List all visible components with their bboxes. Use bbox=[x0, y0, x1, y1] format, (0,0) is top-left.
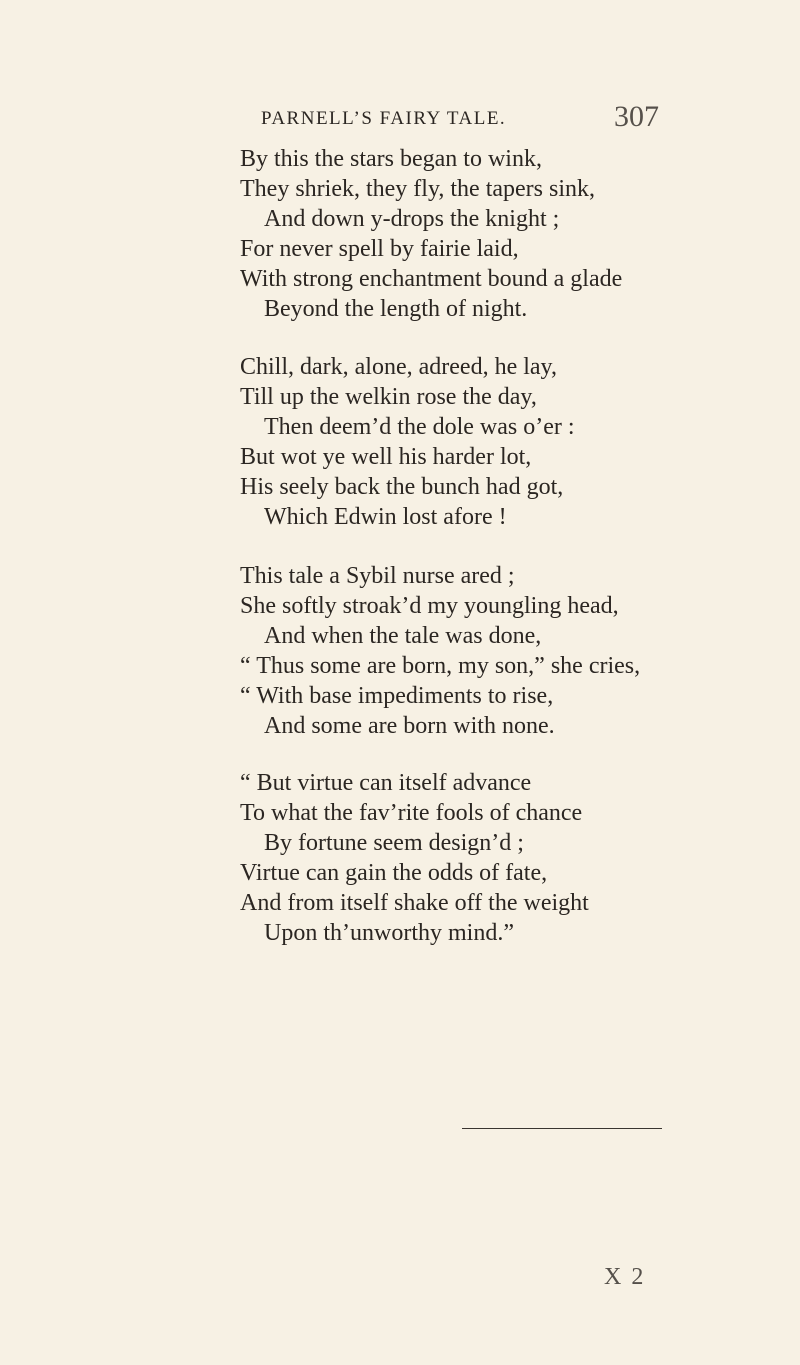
page-number: 307 bbox=[614, 100, 659, 133]
poem-line: Then deem’d the dole was o’er : bbox=[264, 414, 575, 440]
poem-line: Upon th’unworthy mind.” bbox=[264, 920, 514, 946]
poem-line: By fortune seem design’d ; bbox=[264, 830, 524, 856]
poem-line: Till up the welkin rose the day, bbox=[240, 384, 537, 410]
poem-line: For never spell by fairie laid, bbox=[240, 236, 519, 262]
poem-line: They shriek, they fly, the tapers sink, bbox=[240, 176, 596, 202]
poem-line: And down y-drops the knight ; bbox=[264, 206, 560, 232]
poem-line: “ With base impediments to rise, bbox=[240, 683, 554, 709]
poem-line: By this the stars began to wink, bbox=[240, 146, 542, 172]
poem-line: Beyond the length of night. bbox=[264, 296, 528, 322]
poem-line: And some are born with none. bbox=[264, 713, 555, 739]
poem-line: To what the fav’rite fools of chance bbox=[240, 800, 583, 826]
poem-line: This tale a Sybil nurse ared ; bbox=[240, 563, 515, 589]
poem-line: “ But virtue can itself advance bbox=[240, 770, 532, 796]
poem-line: “ Thus some are born, my son,” she cries, bbox=[240, 653, 641, 679]
poem-line: Virtue can gain the odds of fate, bbox=[240, 860, 548, 886]
poem-line: But wot ye well his harder lot, bbox=[240, 444, 532, 470]
poem-line: And when the tale was done, bbox=[264, 623, 542, 649]
running-title: PARNELL’S FAIRY TALE. bbox=[261, 108, 507, 129]
poem-line: She softly stroak’d my youngling head, bbox=[240, 593, 619, 619]
section-divider bbox=[462, 1128, 662, 1129]
poem-line: And from itself shake off the weight bbox=[240, 890, 589, 916]
signature-mark: X 2 bbox=[604, 1264, 646, 1290]
poem-line: His seely back the bunch had got, bbox=[240, 474, 564, 500]
poem-line: Which Edwin lost afore ! bbox=[264, 504, 507, 530]
poem-line: Chill, dark, alone, adreed, he lay, bbox=[240, 354, 557, 380]
poem-line: With strong enchantment bound a glade bbox=[240, 266, 623, 292]
